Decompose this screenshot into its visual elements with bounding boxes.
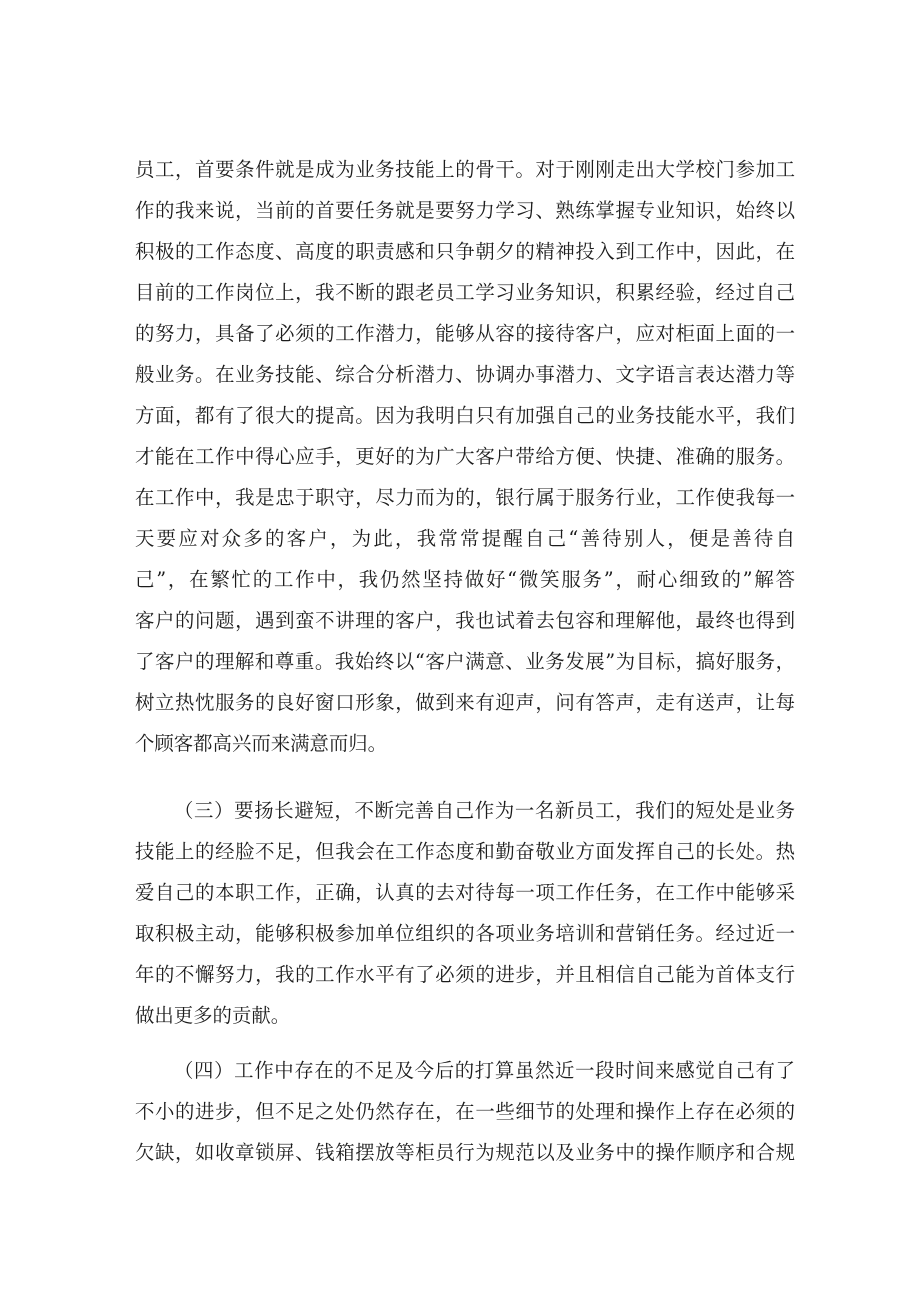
paragraph-2-line-6: 做出更多的贡献。 [135,1004,291,1027]
paragraph-2-line-1: （三）要扬长避短，不断完善自己作为一名新员工，我们的短处是业务 [174,799,795,822]
paragraph-1-line-7: 方面，都有了很大的提高。因为我明白只有加强自己的业务技能水平，我们 [135,404,795,427]
paragraph-1-line-4: 目前的工作岗位上，我不断的跟老员工学习业务知识，积累经验，经过自己 [135,281,795,304]
paragraph-2-line-5: 年的不懈努力，我的工作水平有了必须的进步，并且相信自己能为首体支行 [135,963,795,986]
paragraph-3-line-3: 欠缺，如收章锁屏、钱箱摆放等柜员行为规范以及业务中的操作顺序和合规 [135,1141,795,1164]
paragraph-1-line-2: 作的我来说，当前的首要任务就是要努力学习、熟练掌握专业知识，始终以 [135,199,795,222]
paragraph-2-line-2: 技能上的经脸不足，但我会在工作态度和勤奋敬业方面发挥自己的长处。热 [135,840,795,863]
paragraph-3-line-2: 不小的进步，但不足之处仍然存在，在一些细节的处理和操作上存在必须的 [135,1100,795,1123]
paragraph-1-line-13: 了客户的理解和尊重。我始终以“客户满意、业务发展”为目标，搞好服务， [135,650,795,673]
paragraph-1-line-14: 树立热忱服务的良好窗口形象，做到来有迎声，问有答声，走有送声，让每 [135,691,795,714]
paragraph-1-line-10: 天要应对众多的客户，为此，我常常提醒自己“善待别人，便是善待自 [135,527,795,550]
paragraph-1-line-6: 般业务。在业务技能、综合分析潜力、协调办事潜力、文字语言表达潜力等 [135,363,795,386]
paragraph-1-line-1: 员工，首要条件就是成为业务技能上的骨干。对于刚刚走出大学校门参加工 [135,158,795,181]
paragraph-1-line-15: 个顾客都高兴而来满意而归。 [135,732,388,755]
paragraph-1-line-3: 积极的工作态度、高度的职责感和只争朝夕的精神投入到工作中，因此，在 [135,240,795,263]
paragraph-1-line-12: 客户的问题，遇到蛮不讲理的客户，我也试着去包容和理解他，最终也得到 [135,609,795,632]
paragraph-1-line-5: 的努力，具备了必须的工作潜力，能够从容的接待客户，应对柜面上面的一 [135,322,795,345]
paragraph-2-line-4: 取积极主动，能够积极参加单位组织的各项业务培训和营销任务。经过近一 [135,922,795,945]
paragraph-1-line-8: 才能在工作中得心应手，更好的为广大客户带给方便、快捷、准确的服务。 [135,445,795,468]
paragraph-3-line-1: （四）工作中存在的不足及今后的打算虽然近一段时间来感觉自己有了 [174,1059,795,1082]
paragraph-1-line-9: 在工作中，我是忠于职守，尽力而为的，银行属于服务行业，工作使我每一 [135,486,795,509]
paragraph-2-line-3: 爱自己的本职工作，正确，认真的去对待每一项工作任务，在工作中能够采 [135,881,795,904]
paragraph-1-line-11: 己”，在繁忙的工作中，我仍然坚持做好“微笑服务”，耐心细致的”解答 [135,568,795,591]
